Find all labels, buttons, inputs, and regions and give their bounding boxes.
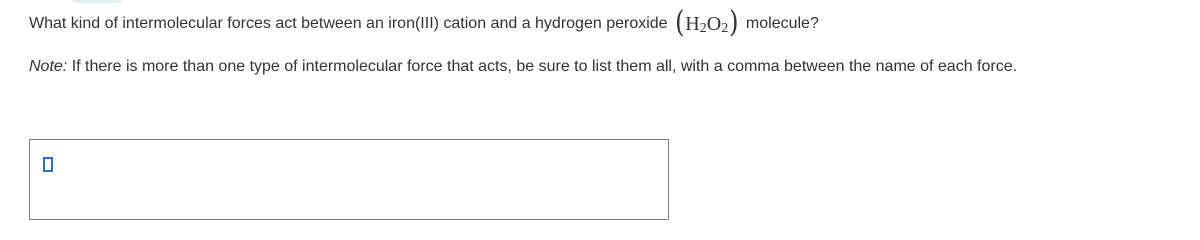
formula-open-paren: ( — [674, 5, 685, 40]
formula-h-subscript: 2 — [699, 21, 707, 36]
formula-o-subscript: 2 — [721, 21, 729, 36]
input-cursor-placeholder — [43, 157, 53, 172]
formula-close-paren: ) — [729, 5, 739, 40]
note-text — [29, 58, 1017, 76]
note-body: If there is more than one type of intermolecular force that acts, be sure to list them all, with a comma between the name of each force. — [67, 58, 1018, 75]
answer-input[interactable] — [29, 139, 669, 220]
chemical-formula — [674, 5, 740, 40]
top-tab-indicator — [72, 0, 122, 3]
question-text — [29, 5, 819, 40]
formula-h: H — [685, 12, 700, 35]
question-suffix: molecule? — [745, 15, 819, 32]
note-label: Note: — [29, 58, 68, 75]
formula-o: O — [706, 12, 722, 35]
question-prefix: What kind of intermolecular forces act between an iron(III) cation and a hydrogen peroxide — [29, 15, 668, 32]
